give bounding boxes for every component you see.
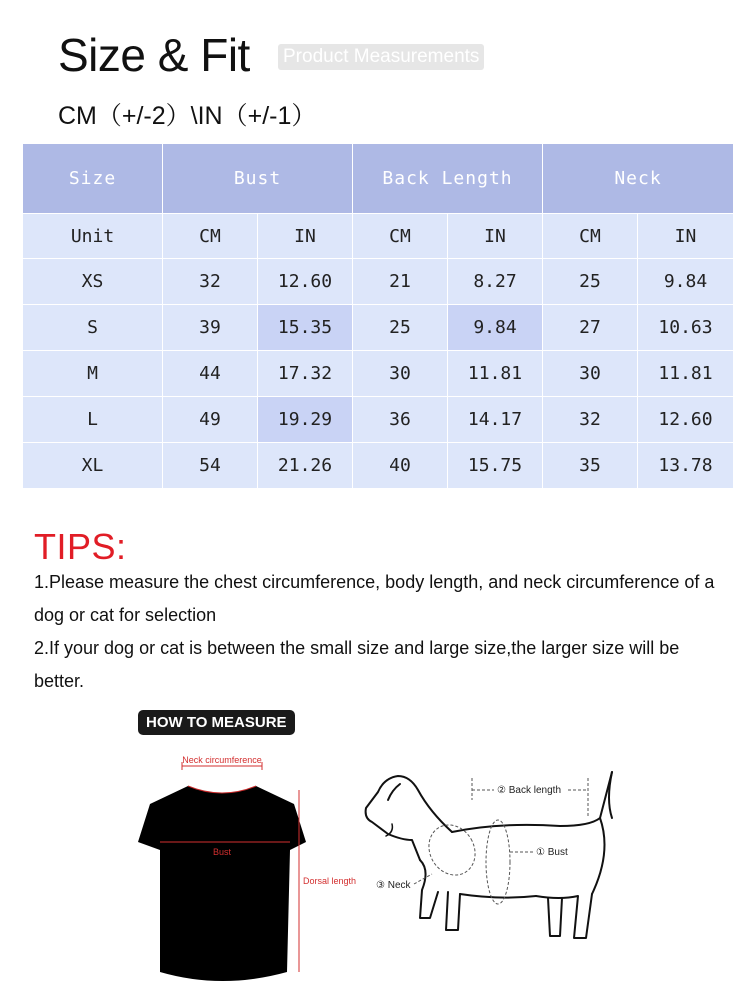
table-cell: 21 bbox=[353, 259, 448, 305]
table-cell: IN bbox=[638, 214, 734, 259]
table-cell: 21.26 bbox=[258, 443, 353, 489]
dog-neck-label: ③ Neck bbox=[376, 880, 411, 891]
table-cell: L bbox=[23, 397, 163, 443]
table-cell: 27 bbox=[543, 305, 638, 351]
table-cell: CM bbox=[163, 214, 258, 259]
table-cell: 30 bbox=[543, 351, 638, 397]
table-cell: 17.32 bbox=[258, 351, 353, 397]
table-cell: XS bbox=[23, 259, 163, 305]
tip-item: 1.Please measure the chest circumference, body length, and neck circumference of a dog or cat for selection bbox=[34, 572, 715, 625]
table-row bbox=[23, 397, 734, 443]
dog-neck-marker bbox=[414, 816, 484, 884]
dorsal-length-label: Dorsal length bbox=[303, 876, 357, 886]
table-cell: CM bbox=[353, 214, 448, 259]
table-cell: 40 bbox=[353, 443, 448, 489]
neck-circumference-label: Neck circumference bbox=[182, 755, 262, 765]
table-cell: 11.81 bbox=[448, 351, 543, 397]
units-tolerance-note: CM（+/-2）\IN（+/-1） bbox=[58, 102, 317, 130]
table-cell: 10.63 bbox=[638, 305, 734, 351]
table-row bbox=[23, 351, 734, 397]
page-title: Size & Fit bbox=[58, 29, 250, 81]
pet-shirt-icon bbox=[138, 786, 306, 981]
header-back-length: Back Length bbox=[353, 144, 543, 214]
table-cell: 11.81 bbox=[638, 351, 734, 397]
table-cell: 36 bbox=[353, 397, 448, 443]
table-header-row bbox=[23, 144, 734, 214]
table-cell: 44 bbox=[163, 351, 258, 397]
table-cell: Unit bbox=[23, 214, 163, 259]
table-row bbox=[23, 259, 734, 305]
table-cell: 9.84 bbox=[638, 259, 734, 305]
table-cell: 30 bbox=[353, 351, 448, 397]
header-neck: Neck bbox=[543, 144, 734, 214]
size-chart-table bbox=[22, 143, 734, 489]
table-cell: 8.27 bbox=[448, 259, 543, 305]
dog-bust-marker bbox=[486, 820, 534, 904]
table-cell: 39 bbox=[163, 305, 258, 351]
table-cell: 54 bbox=[163, 443, 258, 489]
table-cell: 25 bbox=[543, 259, 638, 305]
table-cell: 12.60 bbox=[258, 259, 353, 305]
table-cell: 32 bbox=[543, 397, 638, 443]
unit-row bbox=[23, 214, 734, 259]
table-cell: XL bbox=[23, 443, 163, 489]
dog-bust-label: ① Bust bbox=[536, 847, 568, 858]
how-to-measure-diagram bbox=[0, 740, 750, 1000]
table-cell: 49 bbox=[163, 397, 258, 443]
table-cell: 12.60 bbox=[638, 397, 734, 443]
table-cell: 15.75 bbox=[448, 443, 543, 489]
how-to-measure-badge: HOW TO MEASURE bbox=[138, 710, 295, 735]
table-row bbox=[23, 305, 734, 351]
table-cell: M bbox=[23, 351, 163, 397]
product-measurements-badge: Product Measurements bbox=[278, 44, 484, 70]
table-cell: CM bbox=[543, 214, 638, 259]
table-cell: 13.78 bbox=[638, 443, 734, 489]
table-cell: 14.17 bbox=[448, 397, 543, 443]
table-cell: S bbox=[23, 305, 163, 351]
table-cell: 9.84 bbox=[448, 305, 543, 351]
table-cell: 19.29 bbox=[258, 397, 353, 443]
bust-label: Bust bbox=[212, 847, 232, 857]
tip-item: 2.If your dog or cat is between the small size and large size,the larger size will be better. bbox=[34, 638, 680, 691]
tips-list bbox=[34, 566, 724, 698]
table-cell: 35 bbox=[543, 443, 638, 489]
dog-back-length-label: ② Back length bbox=[497, 785, 561, 796]
table-cell: 15.35 bbox=[258, 305, 353, 351]
table-cell: IN bbox=[448, 214, 543, 259]
table-row bbox=[23, 443, 734, 489]
tips-heading: TIPS: bbox=[34, 526, 127, 567]
table-cell: 25 bbox=[353, 305, 448, 351]
header-size: Size bbox=[23, 144, 163, 214]
back-length-marker bbox=[472, 778, 588, 818]
table-cell: IN bbox=[258, 214, 353, 259]
table-cell: 32 bbox=[163, 259, 258, 305]
dog-outline-icon bbox=[366, 772, 612, 938]
header-bust: Bust bbox=[163, 144, 353, 214]
